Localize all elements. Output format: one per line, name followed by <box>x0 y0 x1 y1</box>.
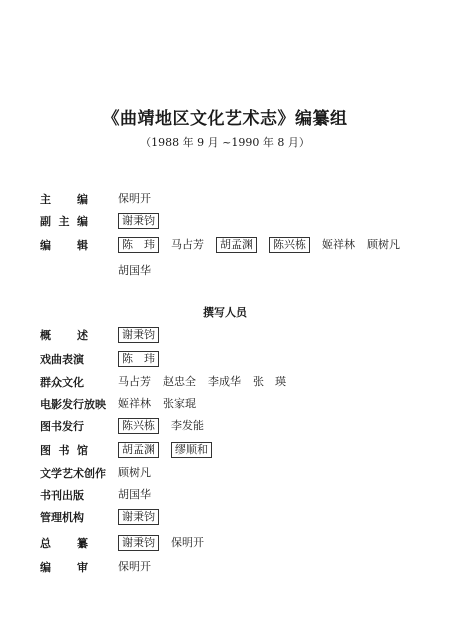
writer-row <box>40 350 171 368</box>
label-char: 副 <box>40 215 51 228</box>
boxed-person-name: 陈兴栋 <box>118 418 159 434</box>
boxed-person-name: 谢秉钧 <box>118 535 159 551</box>
label-char: 图 <box>40 444 51 457</box>
writer-label: 戏曲表演 <box>40 353 84 366</box>
person-name: 张 瑛 <box>253 375 286 388</box>
label-char: 编 <box>77 215 88 228</box>
boxed-person-name: 谢秉钧 <box>118 327 159 343</box>
writer-label: 图书发行 <box>40 420 84 433</box>
label-char: 概 <box>40 329 51 342</box>
writer-label <box>40 535 118 551</box>
writer-names <box>118 488 163 502</box>
writer-names <box>118 397 208 411</box>
staff-label <box>40 213 118 229</box>
writer-names <box>118 560 163 574</box>
writer-names <box>118 351 171 367</box>
label-char: 主 <box>40 193 51 206</box>
person-name: 李发能 <box>171 419 204 432</box>
staff-row <box>40 212 171 230</box>
boxed-person-name: 胡孟渊 <box>216 237 257 253</box>
writer-row <box>40 558 163 576</box>
boxed-person-name: 谢秉钧 <box>118 509 159 525</box>
boxed-person-name: 胡孟渊 <box>118 442 159 458</box>
label-char: 编 <box>40 239 51 252</box>
label-char: 总 <box>40 537 51 550</box>
person-name: 保明开 <box>118 560 151 573</box>
boxed-person-name: 缪顺和 <box>171 442 212 458</box>
label-char: 辑 <box>77 239 88 252</box>
writer-names <box>118 466 163 480</box>
label-char: 述 <box>77 329 88 342</box>
boxed-person-name: 陈 玮 <box>118 237 159 253</box>
person-name: 马占芳 <box>118 375 151 388</box>
staff-names <box>118 237 412 253</box>
boxed-person-name: 陈兴栋 <box>269 237 310 253</box>
document-subtitle: （1988 年 9 月 ~1990 年 8 月） <box>140 136 310 149</box>
writer-names <box>118 375 298 389</box>
staff-label <box>40 191 118 207</box>
writer-label: 书刊出版 <box>40 489 84 502</box>
writer-row <box>40 486 163 504</box>
writer-row <box>40 534 216 552</box>
writer-row <box>40 326 171 344</box>
label-char: 书 <box>58 444 70 457</box>
writer-row <box>40 417 216 435</box>
writer-names <box>118 418 216 434</box>
boxed-person-name: 谢秉钧 <box>118 213 159 229</box>
person-name: 胡国华 <box>118 488 151 501</box>
writer-row <box>40 464 163 482</box>
writer-label: 群众文化 <box>40 376 84 389</box>
writers-heading: 撰写人员 <box>203 306 247 319</box>
writer-names <box>118 442 224 458</box>
label-char: 馆 <box>77 444 88 457</box>
writer-label: 文学艺术创作 <box>40 467 106 480</box>
writer-row <box>40 395 208 413</box>
writer-label <box>40 559 118 575</box>
person-name: 李成华 <box>208 375 241 388</box>
label-char: 编 <box>77 193 88 206</box>
person-name: 姬祥林 <box>322 238 355 251</box>
label-char: 纂 <box>77 537 88 550</box>
writer-label <box>40 327 118 343</box>
staff-names <box>118 264 163 278</box>
staff-row <box>40 236 412 254</box>
person-name: 赵忠全 <box>163 375 196 388</box>
person-name: 顾树凡 <box>118 466 151 479</box>
person-name: 保明开 <box>118 192 151 205</box>
person-name: 张家琨 <box>163 397 196 410</box>
staff-row <box>40 190 163 208</box>
writer-names <box>118 509 171 525</box>
writer-row <box>40 441 224 459</box>
document-title: 《曲靖地区文化艺术志》编纂组 <box>102 109 348 129</box>
writer-label <box>40 442 118 458</box>
writer-row <box>40 373 298 391</box>
writer-names <box>118 535 216 551</box>
writer-label: 电影发行放映 <box>40 398 106 411</box>
boxed-person-name: 陈 玮 <box>118 351 159 367</box>
writer-row <box>40 508 171 526</box>
person-name: 姬祥林 <box>118 397 151 410</box>
label-char: 编 <box>40 561 51 574</box>
label-char: 主 <box>58 215 70 228</box>
staff-names <box>118 213 171 229</box>
label-char: 审 <box>77 561 88 574</box>
staff-row <box>40 262 163 280</box>
person-name: 胡国华 <box>118 264 151 277</box>
person-name: 马占芳 <box>171 238 204 251</box>
staff-label <box>40 237 118 253</box>
person-name: 保明开 <box>171 536 204 549</box>
staff-names <box>118 192 163 206</box>
person-name: 顾树凡 <box>367 238 400 251</box>
writer-label: 管理机构 <box>40 511 84 524</box>
writer-names <box>118 327 171 343</box>
